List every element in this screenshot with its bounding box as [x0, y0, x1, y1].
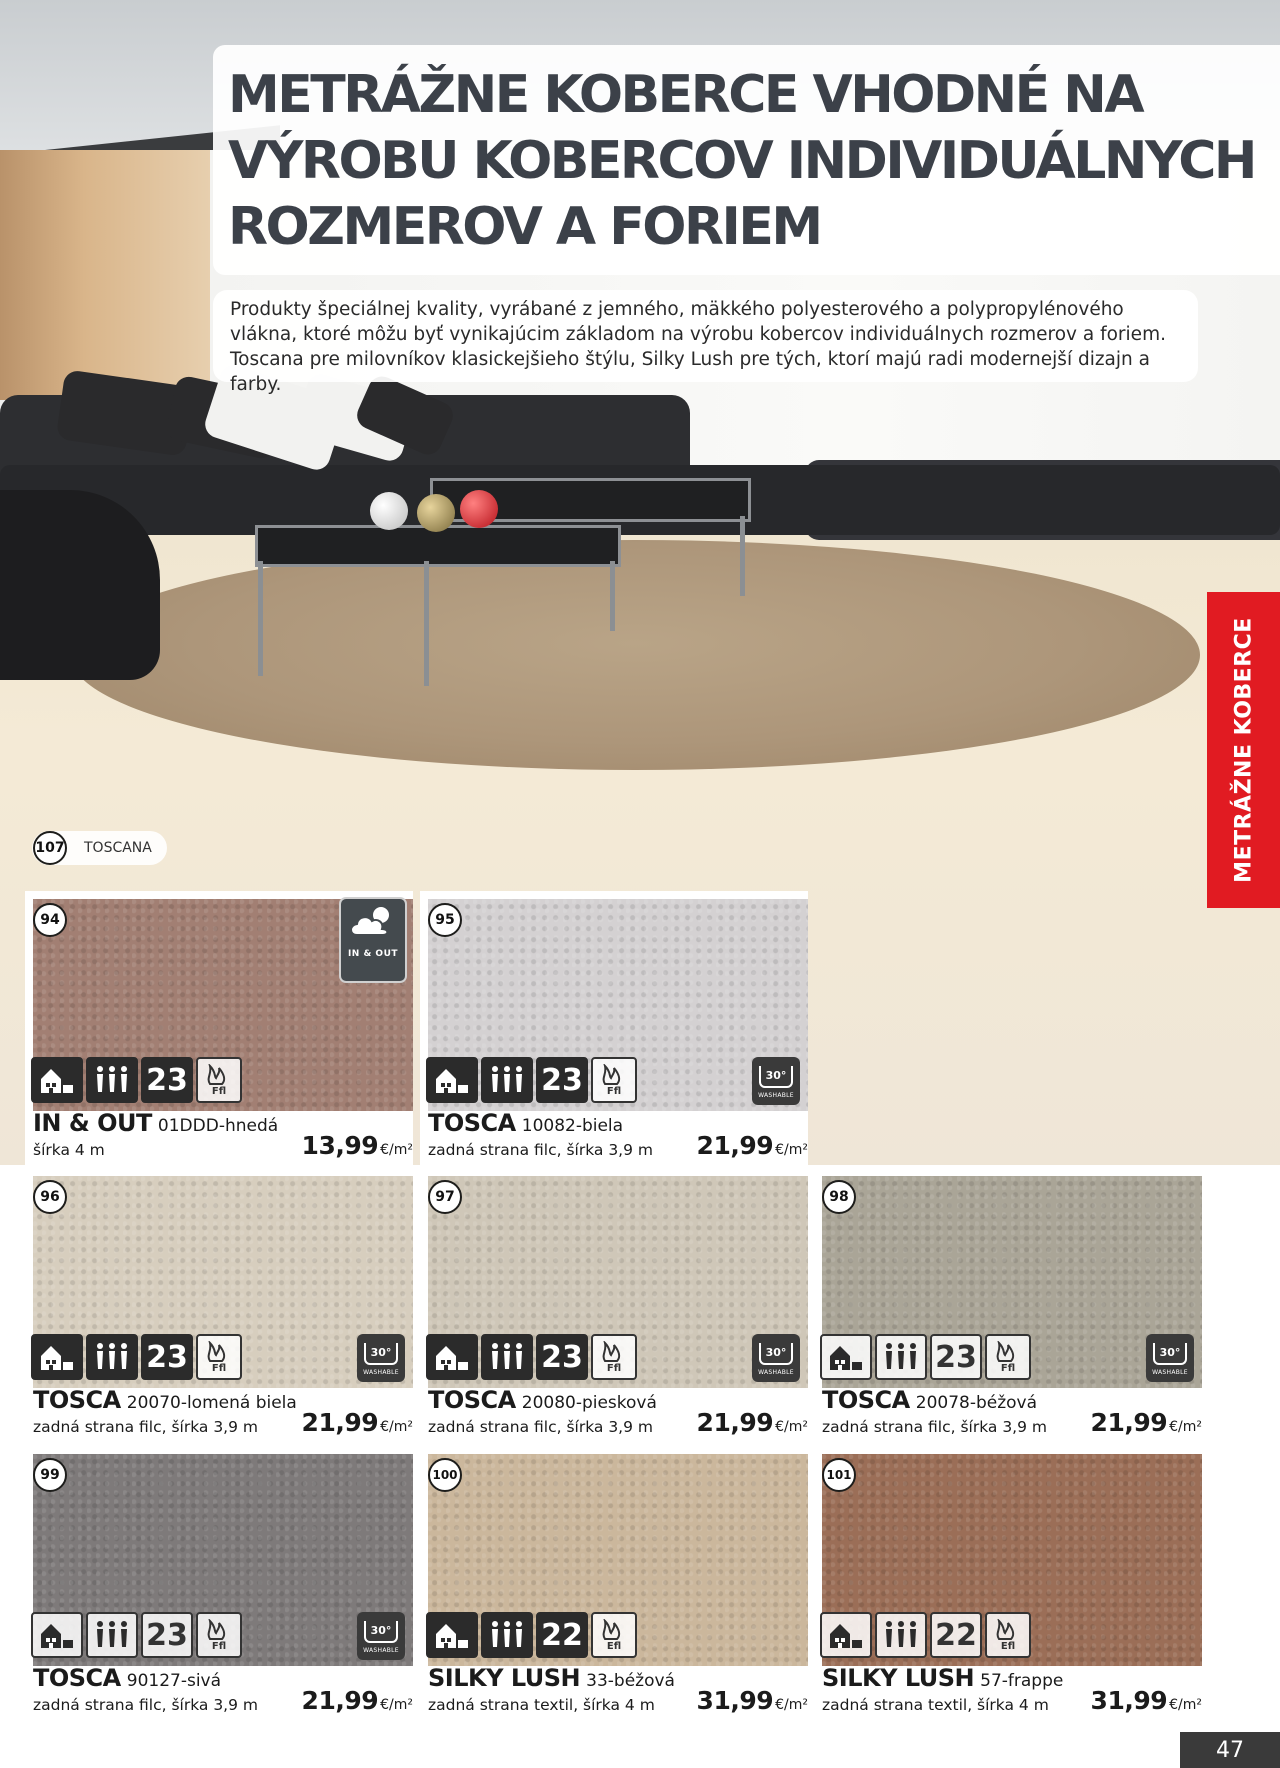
fire-class-label: Ffl: [211, 1362, 227, 1374]
fire-class-icon: [985, 1334, 1031, 1380]
fire-class-label: Ffl: [606, 1362, 622, 1374]
table-leg: [610, 561, 615, 631]
table-leg: [258, 561, 263, 676]
usage-class-icon: [930, 1334, 982, 1380]
product-name: [822, 1386, 1037, 1414]
product-name: [33, 1109, 278, 1137]
house-usage-icon: [820, 1612, 872, 1658]
fire-class-label: Ffl: [1000, 1362, 1016, 1374]
wash-temperature: 30°: [759, 1343, 793, 1365]
product-title: SILKY LUSH: [428, 1664, 581, 1692]
product-price: [302, 1686, 413, 1715]
product-price: [302, 1131, 413, 1160]
product-code: 20080-piesková: [521, 1393, 657, 1413]
product-title: TOSCA: [33, 1386, 121, 1414]
fire-class-icon: [196, 1334, 242, 1380]
product-description: zadná strana filc, šírka 3,9 m: [33, 1418, 258, 1436]
hero-number-badge: 107: [33, 831, 67, 865]
house-usage-icon: [31, 1612, 83, 1658]
product-price: [697, 1408, 808, 1437]
usage-class-icon: [930, 1612, 982, 1658]
product-title: TOSCA: [33, 1664, 121, 1692]
price-unit: €/m²: [1169, 1419, 1202, 1435]
in-out-label: IN & OUT: [347, 949, 399, 959]
product-code: 20070-lomená biela: [126, 1393, 297, 1413]
product-code: 90127-sivá: [126, 1671, 222, 1691]
product-description: šírka 4 m: [33, 1141, 105, 1159]
product-name: [428, 1664, 675, 1692]
product-icons: [426, 1612, 637, 1658]
price-unit: €/m²: [380, 1142, 413, 1158]
product-title: SILKY LUSH: [822, 1664, 975, 1692]
washable-label: WASHABLE: [758, 1092, 794, 1099]
usage-class-icon: [141, 1334, 193, 1380]
price-unit: €/m²: [380, 1697, 413, 1713]
round-rug: [70, 540, 1200, 770]
price-unit: €/m²: [380, 1419, 413, 1435]
usage-class-number: 23: [541, 1062, 583, 1098]
armchair: [0, 490, 160, 680]
price-value: 21,99: [301, 1408, 379, 1437]
wash-temperature: 30°: [759, 1066, 793, 1088]
fire-class-label: Ffl: [606, 1085, 622, 1097]
usage-class-number: 23: [146, 1617, 188, 1653]
product-card[interactable]: [25, 1446, 413, 1723]
in-out-weather-icon: [339, 897, 407, 983]
page-number: 47: [1180, 1732, 1280, 1768]
washable-icon: [357, 1612, 405, 1660]
product-description: zadná strana textil, šírka 4 m: [428, 1696, 655, 1714]
decor-ball: [370, 492, 408, 530]
price-value: 21,99: [696, 1408, 774, 1437]
product-name: [428, 1109, 623, 1137]
price-value: 31,99: [1090, 1686, 1168, 1715]
product-title: IN & OUT: [33, 1109, 152, 1137]
product-description: zadná strana textil, šírka 4 m: [822, 1696, 1049, 1714]
fire-class-label: Ffl: [211, 1085, 227, 1097]
washable-icon: [752, 1057, 800, 1105]
fire-class-icon: [196, 1057, 242, 1103]
product-card[interactable]: [420, 891, 808, 1168]
price-unit: €/m²: [775, 1697, 808, 1713]
price-value: 21,99: [301, 1686, 379, 1715]
product-description: zadná strana filc, šírka 3,9 m: [33, 1696, 258, 1714]
product-title: TOSCA: [428, 1386, 516, 1414]
people-traffic-icon: [481, 1612, 533, 1658]
page-title: METRÁŽNE KOBERCE VHODNÉ NA VÝROBU KOBERCOV INDIVIDUÁLNYCH ROZMEROV A FORIEM: [228, 65, 1255, 257]
washable-icon: [357, 1334, 405, 1382]
house-usage-icon: [820, 1334, 872, 1380]
washable-label: WASHABLE: [363, 1647, 399, 1654]
price-value: 21,99: [1090, 1408, 1168, 1437]
product-number-badge: 96: [33, 1180, 67, 1214]
washable-label: WASHABLE: [363, 1369, 399, 1376]
product-code: 20078-béžová: [915, 1393, 1038, 1413]
product-icons: [31, 1334, 242, 1380]
wash-temperature: 30°: [1153, 1343, 1187, 1365]
product-number-badge: 99: [33, 1458, 67, 1492]
product-title: TOSCA: [428, 1109, 516, 1137]
price-value: 13,99: [301, 1131, 379, 1160]
fire-class-icon: [591, 1334, 637, 1380]
house-usage-icon: [426, 1334, 478, 1380]
people-traffic-icon: [86, 1612, 138, 1658]
product-description: zadná strana filc, šírka 3,9 m: [428, 1141, 653, 1159]
price-unit: €/m²: [775, 1419, 808, 1435]
product-icons: [426, 1057, 637, 1103]
intro-text: Produkty špeciálnej kvality, vyrábané z jemného, mäkkého polyesterového a polypropylénového vlákna, ktoré môžu byť vynikajúcim základom na výrobu kobercov individuálnych rozmerov a foriem. Toscana pre milovníkov klasickejšieho štýlu, Silky Lush pre tých, ktorí majú radi modernejší dizajn a farby.: [230, 299, 1166, 395]
product-icons: [820, 1612, 1031, 1658]
product-price: [1091, 1408, 1202, 1437]
fire-class-icon: [985, 1612, 1031, 1658]
usage-class-icon: [536, 1334, 588, 1380]
product-card[interactable]: [420, 1446, 808, 1723]
people-traffic-icon: [86, 1334, 138, 1380]
product-price: [697, 1131, 808, 1160]
product-card[interactable]: [25, 1168, 413, 1445]
product-card[interactable]: [814, 1168, 1202, 1445]
price-value: 31,99: [696, 1686, 774, 1715]
product-code: 33-béžová: [586, 1671, 675, 1691]
wash-temperature: 30°: [364, 1343, 398, 1365]
house-usage-icon: [31, 1057, 83, 1103]
fire-class-label: Efl: [1000, 1640, 1016, 1652]
product-number-badge: 101: [822, 1458, 856, 1492]
hero-caption-label: TOSCANA: [84, 840, 152, 856]
usage-class-icon: [536, 1612, 588, 1658]
product-name: [428, 1386, 657, 1414]
product-name: [33, 1386, 297, 1414]
product-number-badge: 98: [822, 1180, 856, 1214]
usage-class-number: 23: [935, 1339, 977, 1375]
people-traffic-icon: [481, 1334, 533, 1380]
people-traffic-icon: [481, 1057, 533, 1103]
house-usage-icon: [426, 1057, 478, 1103]
product-code: 57-frappe: [980, 1671, 1064, 1691]
decor-ball: [417, 494, 455, 532]
wash-temperature: 30°: [364, 1621, 398, 1643]
product-icons: [31, 1057, 242, 1103]
price-value: 21,99: [696, 1131, 774, 1160]
product-icons: [426, 1334, 637, 1380]
table-leg: [424, 561, 429, 686]
wood-wall: [0, 150, 210, 400]
usage-class-number: 23: [146, 1339, 188, 1375]
product-description: zadná strana filc, šírka 3,9 m: [428, 1418, 653, 1436]
product-icons: [820, 1334, 1031, 1380]
section-tab-label: METRÁŽNE KOBERCE: [1231, 617, 1256, 883]
house-usage-icon: [31, 1334, 83, 1380]
product-number-badge: 94: [33, 903, 67, 937]
usage-class-icon: [141, 1057, 193, 1103]
table-leg: [740, 516, 745, 596]
usage-class-number: 23: [541, 1339, 583, 1375]
people-traffic-icon: [875, 1334, 927, 1380]
fire-class-label: Ffl: [211, 1640, 227, 1652]
product-price: [302, 1408, 413, 1437]
fire-class-icon: [196, 1612, 242, 1658]
product-number-badge: 97: [428, 1180, 462, 1214]
usage-class-icon: [536, 1057, 588, 1103]
product-card[interactable]: [814, 1446, 1202, 1723]
house-usage-icon: [426, 1612, 478, 1658]
product-name: [822, 1664, 1063, 1692]
fire-class-icon: [591, 1057, 637, 1103]
washable-label: WASHABLE: [1152, 1369, 1188, 1376]
product-price: [697, 1686, 808, 1715]
product-number-badge: 100: [428, 1458, 462, 1492]
product-price: [1091, 1686, 1202, 1715]
usage-class-number: 22: [935, 1617, 977, 1653]
people-traffic-icon: [875, 1612, 927, 1658]
washable-icon: [752, 1334, 800, 1382]
fire-class-icon: [591, 1612, 637, 1658]
product-card[interactable]: [420, 1168, 808, 1445]
washable-icon: [1146, 1334, 1194, 1382]
product-icons: [31, 1612, 242, 1658]
fire-class-label: Efl: [606, 1640, 622, 1652]
product-card[interactable]: [25, 891, 413, 1168]
product-code: 10082-biela: [521, 1116, 624, 1136]
product-code: 01DDD-hnedá: [157, 1116, 279, 1136]
section-tab: [1207, 592, 1280, 908]
usage-class-number: 22: [541, 1617, 583, 1653]
price-unit: €/m²: [775, 1142, 808, 1158]
product-number-badge: 95: [428, 903, 462, 937]
washable-label: WASHABLE: [758, 1369, 794, 1376]
cloud-sun-icon: [347, 899, 399, 943]
usage-class-number: 23: [146, 1062, 188, 1098]
usage-class-icon: [141, 1612, 193, 1658]
people-traffic-icon: [86, 1057, 138, 1103]
decor-ball: [460, 490, 498, 528]
product-name: [33, 1664, 221, 1692]
price-unit: €/m²: [1169, 1697, 1202, 1713]
product-title: TOSCA: [822, 1386, 910, 1414]
product-description: zadná strana filc, šírka 3,9 m: [822, 1418, 1047, 1436]
